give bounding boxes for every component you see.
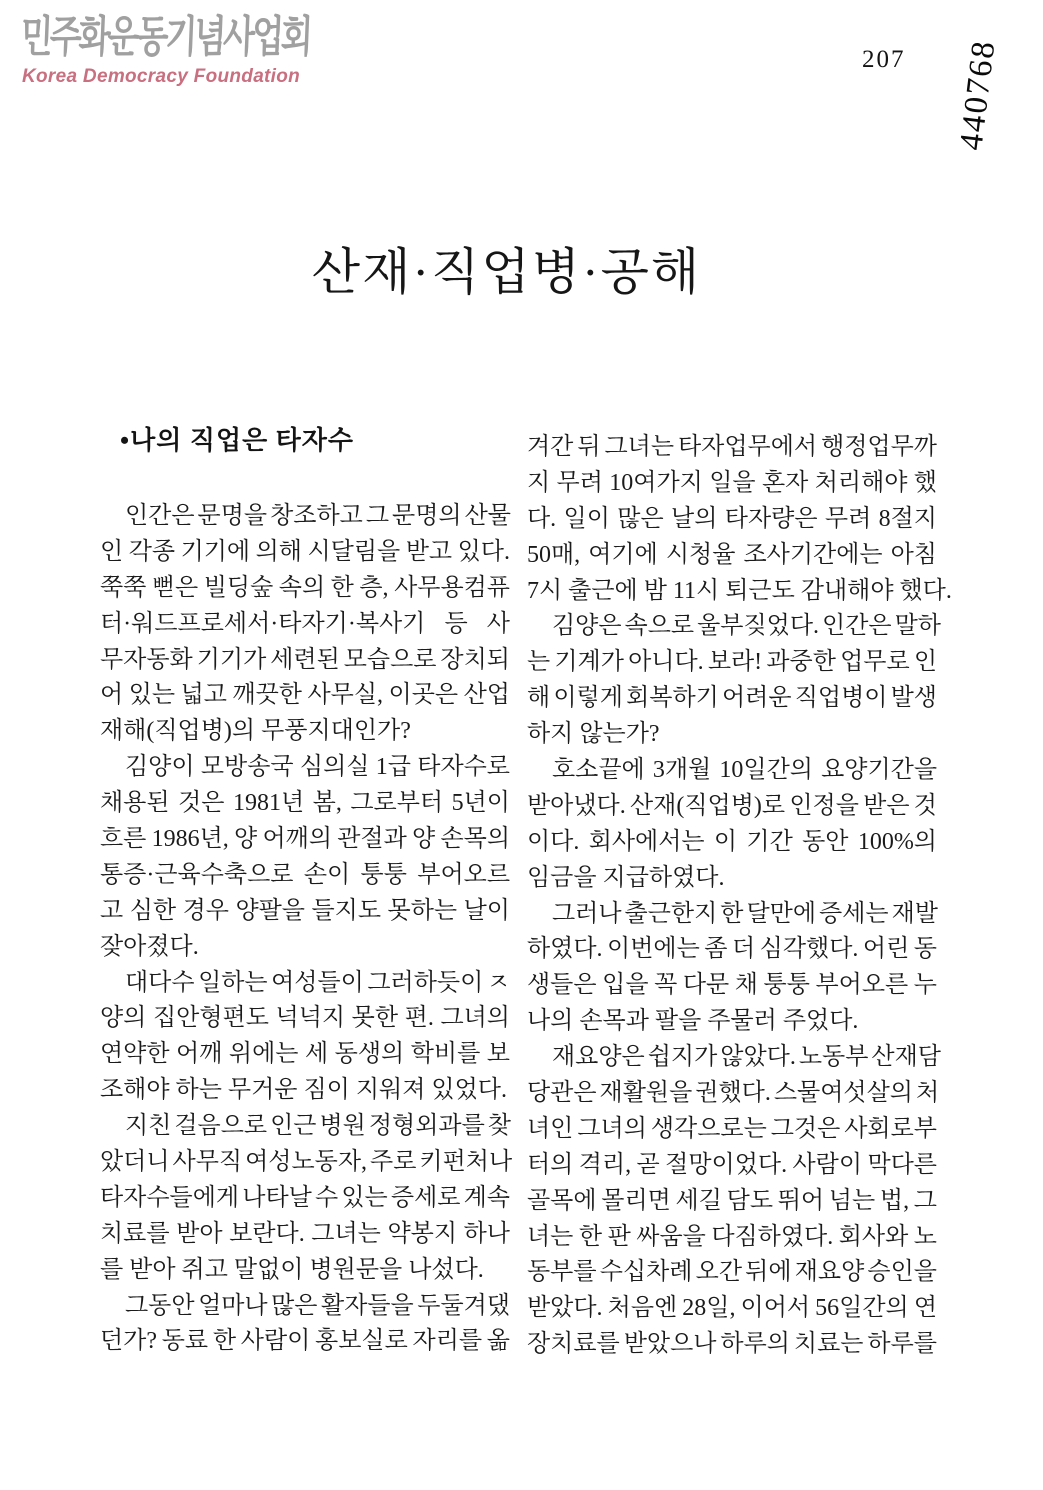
text-line: 채용된 것은 1981년 봄, 그로부터 5년이 — [100, 790, 510, 817]
text-line: 고 심한 경우 양팔을 들지도 못하는 날이 — [100, 897, 510, 924]
paragraph — [527, 1040, 941, 1363]
text-line: 았더니 사무직 여성노동자, 주로 키펀처나 — [100, 1149, 513, 1176]
text-line: 지친 걸음으로 인근 병원 정형외과를 찾 — [125, 1113, 511, 1140]
text-line: 흐른 1986년, 양 어깨의 관절과 양 손목의 — [100, 826, 510, 853]
text-line: 동부를 수십차례 오간 뒤에 재요양 승인을 — [527, 1259, 937, 1286]
text-line: 던가? 동료 한 사람이 홍보실로 자리를 옮 — [100, 1328, 510, 1355]
article-title: 산재·직업병·공해 — [311, 244, 702, 300]
paragraph — [527, 609, 941, 753]
text-line: 김양이 모방송국 심의실 1급 타자수로 — [125, 754, 510, 781]
text-line: 는 기계가 아니다. 보라! 과중한 업무로 인 — [527, 649, 937, 676]
text-line: 쭉쭉 뻗은 빌딩숲 속의 한 층, 사무용컴퓨 — [100, 574, 510, 601]
text-line: 그러나 출근한지 한 달만에 증세는 재발 — [552, 900, 938, 927]
paragraph — [100, 1109, 513, 1288]
text-line: 어 있는 넓고 깨끗한 사무실, 이곳은 산업 — [100, 682, 510, 709]
text-line: 다. 일이 많은 날의 타자량은 무려 8절지 — [527, 505, 937, 532]
text-line: 인간은 문명을 창조하고 그 문명의 산물 — [125, 503, 511, 529]
text-line: 무자동화 기기가 세련된 모습으로 장치되 — [100, 646, 510, 673]
right-column-body — [527, 430, 952, 1363]
text-line: 지 무려 10여가지 일을 혼자 처리해야 했 — [527, 469, 937, 496]
handwritten-archive-number: 440768 — [953, 37, 1003, 153]
paragraph — [527, 430, 952, 609]
text-line: 생들은 입을 꼭 다문 채 퉁퉁 부어오른 누 — [527, 972, 937, 999]
text-line: 받았다. 처음엔 28일, 이어서 56일간의 연 — [527, 1295, 937, 1322]
paragraph — [100, 750, 510, 965]
right-column — [527, 430, 952, 1363]
text-line: 7시 출근에 밤 11시 퇴근도 감내해야 했다. — [527, 577, 952, 604]
text-line: 받아냈다. 산재(직업병)로 인정을 받은 것 — [527, 792, 937, 819]
page-number: 207 — [862, 46, 906, 73]
text-line: 겨간 뒤 그녀는 타자업무에서 행정업무까 — [527, 434, 937, 460]
text-line: 그동안 얼마나 많은 활자들을 두둘겨댔 — [125, 1292, 510, 1319]
logo — [22, 12, 311, 88]
text-line: 하였다. 이번에는 좀 더 심각했다. 어린 동 — [527, 936, 937, 963]
logo-korean-calligraphy: 민주화운동기념사업회 — [20, 10, 311, 63]
text-line: 조해야 하는 무거운 짐이 지워져 있었다. — [100, 1077, 507, 1104]
text-line: 나의 손목과 팔을 주물러 주었다. — [527, 1008, 859, 1035]
section-heading: •나의 직업은 타자수 — [120, 426, 355, 455]
text-line: 호소끝에 3개월 10일간의 요양기간을 — [552, 757, 937, 784]
text-line: 당관은 재활원을 권했다. 스물여섯살의 처 — [527, 1080, 940, 1107]
logo-english-text: Korea Democracy Foundation — [22, 66, 301, 87]
text-line: 양의 집안형편도 넉넉지 못한 편. 그녀의 — [100, 1005, 510, 1032]
text-line: 치료를 받아 보란다. 그녀는 약봉지 하나 — [100, 1220, 510, 1247]
paragraph — [100, 499, 510, 750]
text-line: 대다수 일하는 여성들이 그러하듯이 ㅈ — [125, 969, 510, 996]
text-line: 해 이렇게 회복하기 어려운 직업병이 발생 — [527, 685, 937, 712]
text-line: 50매, 여기에 시청율 조사기간에는 아침 — [527, 541, 937, 568]
paragraph — [527, 753, 937, 897]
text-line: 타자수들에게 나타날 수 있는 증세로 계속 — [100, 1184, 510, 1211]
text-line: 재요양은 쉽지가 않았다. 노동부 산재담 — [552, 1044, 941, 1071]
text-line: 이다. 회사에서는 이 기간 동안 100%의 — [527, 828, 937, 855]
text-line: 잦아졌다. — [100, 933, 199, 960]
text-line: 터의 격리, 곧 절망이었다. 사람이 막다른 — [527, 1151, 937, 1178]
text-line: 인 각종 기기에 의해 시달림을 받고 있다. — [100, 538, 510, 565]
text-line: 녀인 그녀의 생각으로는 그것은 사회로부 — [527, 1115, 937, 1142]
text-line: 를 받아 쥐고 말없이 병원문을 나섰다. — [100, 1256, 484, 1283]
text-line: 녀는 한 판 싸움을 다짐하였다. 회사와 노 — [527, 1223, 937, 1250]
text-line: 터·워드프로세서·타자기·복사기 등 사 — [100, 610, 510, 637]
text-line: 연약한 어깨 위에는 세 동생의 학비를 보 — [100, 1041, 510, 1068]
text-line: 재해(직업병)의 무풍지대인가? — [100, 718, 411, 745]
text-line: 김양은 속으로 울부짖었다. 인간은 말하 — [552, 613, 941, 640]
text-line: 하지 않는가? — [527, 721, 660, 748]
paragraph — [100, 966, 510, 1110]
text-line: 통증·근육수축으로 손이 퉁퉁 부어오르 — [100, 861, 510, 888]
left-column-body — [100, 499, 513, 1360]
paragraph — [100, 1289, 510, 1361]
left-column — [100, 424, 513, 1360]
paragraph — [527, 897, 937, 1041]
text-line: 골목에 몰리면 세길 담도 뛰어 넘는 법, 그 — [527, 1187, 937, 1214]
text-line: 임금을 지급하였다. — [527, 864, 725, 891]
text-line: 장치료를 받았으나 하루의 치료는 하루를 — [527, 1331, 937, 1358]
